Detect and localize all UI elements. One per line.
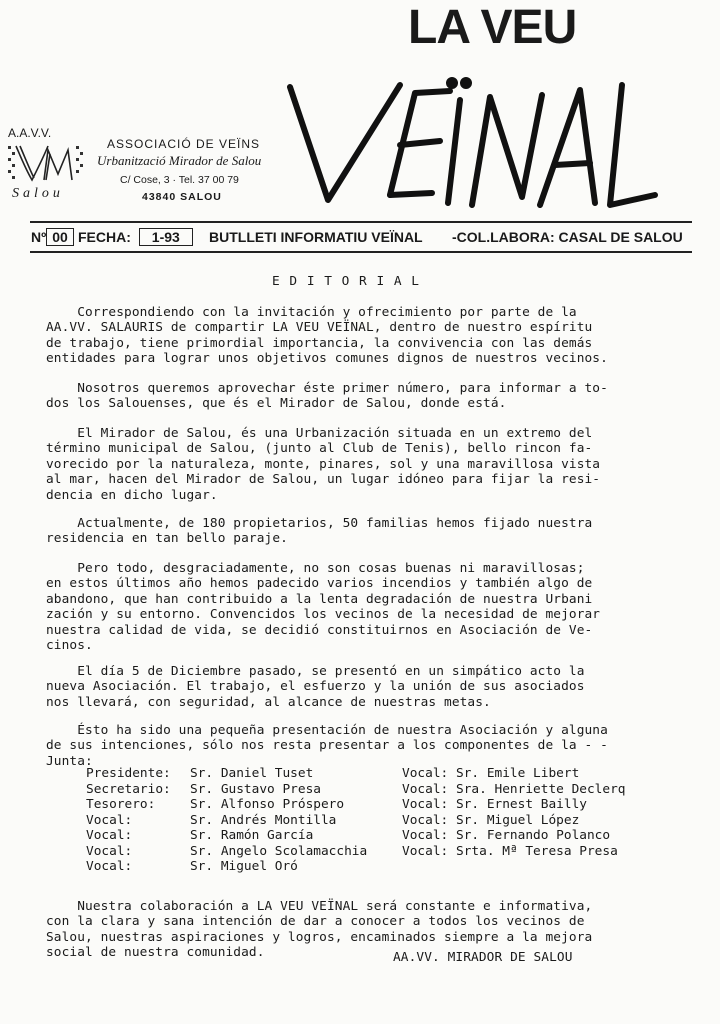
text-line: término municipal de Salou, (junto al Club de Tenis), bello rincon fa- (46, 441, 593, 456)
board-list-left (86, 766, 367, 875)
paragraph-7 (46, 707, 608, 769)
text-line: abandono, que han contribuido a la lenta degradación de nuestra Urbani (46, 591, 593, 607)
text-line: vorecido por la naturaleza, monte, pinares, sol y una maravillosa vista (46, 456, 601, 472)
logo-city: Salou (12, 186, 64, 201)
board-member: Sr. Daniel Tuset (190, 766, 314, 781)
text-line: de trabajo, tiene primordial importancia, la convivencia con las demás (46, 335, 593, 351)
board-role: Vocal: (86, 812, 133, 828)
board-role: Presidente: (86, 766, 171, 781)
board-role: Secretario: (86, 781, 171, 797)
association-subtitle: Urbanització Mirador de Salou (97, 153, 262, 168)
signature: AA.VV. MIRADOR DE SALOU (393, 950, 573, 965)
text-line: Salou, nuestras aspiraciones y logros, encaminados siempre a la mejora (46, 929, 593, 945)
board-member: Sra. Henriette Declerq (456, 781, 626, 797)
closing-paragraph (46, 883, 592, 961)
board-row (402, 828, 626, 844)
text-line: social de nuestra comunidad. (46, 945, 265, 960)
board-row (86, 859, 367, 875)
infobar-date (78, 228, 193, 246)
board-role: Vocal: (402, 843, 449, 859)
masthead-title: LA VEU (408, 1, 577, 54)
number-value: 00 (46, 228, 74, 246)
board-role: Vocal: (402, 766, 449, 781)
text-line: nueva Asociación. El trabajo, el esfuerzo y la unión de sus asociados (46, 679, 585, 694)
board-list-right (402, 766, 626, 859)
text-line: residencia en tan bello paraje. (46, 531, 288, 546)
board-role: Vocal: (86, 843, 133, 859)
text-line: AA.VV. SALAURIS de compartir LA VEU VEÏNAL, dentro de nuestro espíritu (46, 320, 593, 335)
board-member: Sr. Ernest Bailly (456, 797, 587, 812)
text-line: dencia en dicho lugar. (46, 487, 218, 503)
text-line: Ésto ha sido una pequeña presentación de nuestra Asociación y alguna (46, 722, 608, 738)
text-line: zación y su entorno. Convencidos los vecinos de la necesidad de mejorar (46, 607, 601, 622)
text-line: dos los Salouenses, que és el Mirador de Salou, donde está. (46, 396, 507, 411)
text-line: Correspondiendo con la invitación y ofrecimiento por parte de la (46, 304, 577, 320)
masthead-script-text: VEÏNAL (250, 32, 310, 49)
board-role: Vocal: (402, 797, 449, 812)
text-line: Pero todo, desgraciadamente, no son cosas buenas ni maravillosas; (46, 560, 585, 576)
number-label: Nº (31, 229, 47, 245)
text-line: al mar, hacen del Mirador de Salou, un lugar idóneo para fijar la resi- (46, 472, 601, 487)
text-line: en estos últimos año hemos padecido varios incendios y también algo de (46, 576, 593, 591)
board-role: Tesorero: (86, 797, 156, 812)
board-row (402, 813, 626, 829)
editorial-heading: E D I T O R I A L (272, 274, 420, 289)
paragraph-2 (46, 365, 608, 412)
board-role: Vocal: (86, 859, 133, 874)
board-member: Sr. Emile Libert (456, 766, 580, 781)
association-name: ASSOCIACIÓ DE VEÏNS (107, 137, 261, 151)
board-member: Sr. Andrés Montilla (190, 812, 337, 828)
text-line: Nosotros queremos aprovechar éste primer número, para informar a to- (46, 380, 608, 396)
board-member: Sr. Ramón García (190, 828, 314, 843)
board-member: Sr. Fernando Polanco (456, 828, 611, 843)
text-line: cinos. (46, 638, 93, 653)
text-line: entidades para lograr unos objetivos comunes dignos de nuestros vecinos. (46, 351, 608, 366)
date-value: 1-93 (139, 228, 193, 246)
text-line: nos llevará, con seguridad, al alcance de nuestras metas. (46, 694, 491, 710)
board-row (86, 797, 367, 813)
paragraph-5 (46, 545, 600, 654)
board-member: Sr. Gustavo Presa (190, 781, 321, 797)
board-member: Sr. Alfonso Próspero (190, 797, 345, 812)
masthead-script-logo (250, 32, 660, 220)
infobar-bottom-rule (30, 251, 692, 253)
board-role: Vocal: (402, 812, 449, 828)
board-row (86, 813, 367, 829)
board-member: Sr. Miguel Oró (190, 859, 298, 874)
paragraph-3 (46, 410, 600, 503)
association-address: C/ Cose, 3 · Tel. 37 00 79 (120, 174, 239, 186)
board-row (402, 782, 626, 798)
board-row (86, 782, 367, 798)
board-role: Vocal: (402, 828, 449, 843)
board-member: Sr. Angelo Scolamacchia (190, 843, 368, 859)
board-row (402, 797, 626, 813)
logo-abbr: A.A.V.V. (8, 126, 52, 140)
text-line: El Mirador de Salou, és una Urbanización situada en un extremo del (46, 425, 593, 441)
infobar-top-rule (30, 221, 692, 223)
board-row (86, 766, 367, 782)
board-row (402, 766, 626, 782)
board-role: Vocal: (86, 828, 133, 843)
board-member: Srta. Mª Teresa Presa (456, 843, 618, 859)
text-line: El día 5 de Diciembre pasado, se presentó en un simpático acto la (46, 663, 585, 679)
board-role: Vocal: (402, 781, 449, 797)
date-label: FECHA: (78, 229, 131, 245)
infobar-bulletin: BUTLLETI INFORMATIU VEÏNAL (209, 229, 423, 245)
board-row (86, 844, 367, 860)
text-line: de sus intenciones, sólo nos resta presentar a los componentes de la - - (46, 738, 608, 753)
board-member: Sr. Miguel López (456, 812, 580, 828)
text-line: nuestra calidad de vida, se decidió constituirnos en Asociación de Ve- (46, 622, 593, 638)
paragraph-4 (46, 500, 592, 547)
association-postal: 43840 SALOU (142, 191, 222, 203)
paragraph-1 (46, 289, 608, 367)
text-line: Junta: (46, 753, 93, 769)
infobar-number (31, 228, 74, 246)
text-line: con la clara y sana intención de dar a conocer a todos los vecinos de (46, 914, 585, 929)
text-line: Actualmente, de 180 propietarios, 50 familias hemos fijado nuestra (46, 515, 593, 531)
text-line: Nuestra colaboración a LA VEU VEÏNAL será constante e informativa, (46, 898, 593, 914)
board-row (86, 828, 367, 844)
board-row (402, 844, 626, 860)
infobar-collabora: -COL.LABORA: CASAL DE SALOU (452, 229, 683, 245)
paragraph-6 (46, 648, 585, 710)
